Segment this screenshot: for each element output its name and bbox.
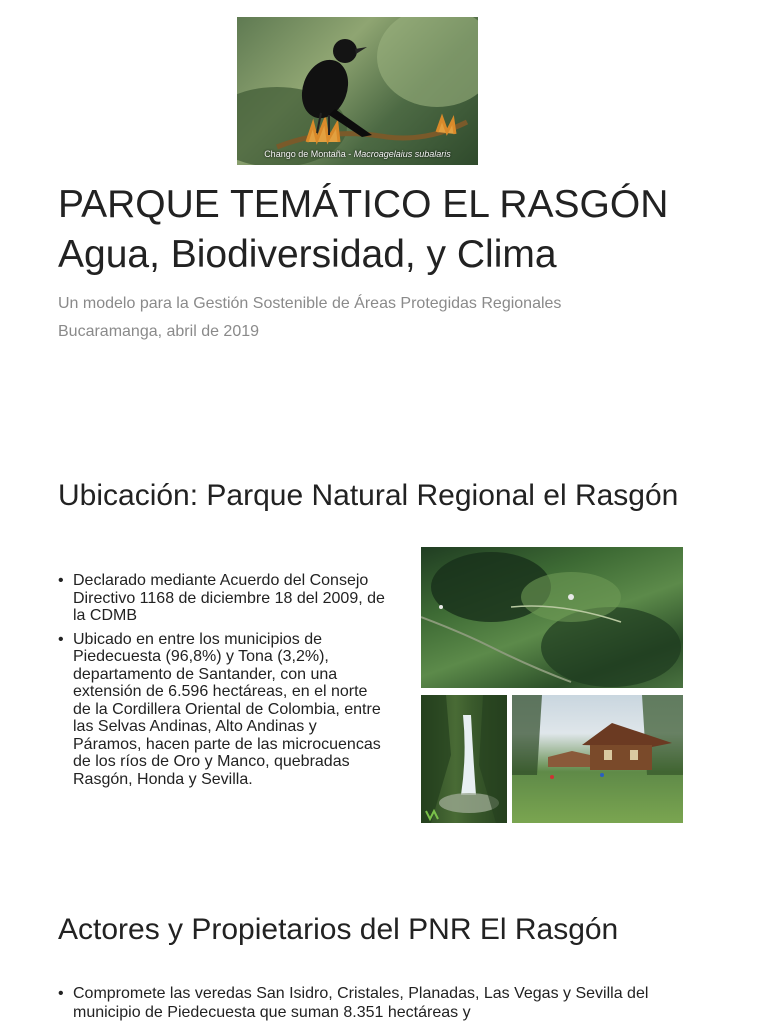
bullet-item: • Compromete las veredas San Isidro, Cristales, Planadas, Las Vegas y Sevilla del municipio de Piedecuesta que suman 8.351 hectáreas y bbox=[58, 984, 698, 1022]
aerial-map-photo bbox=[421, 547, 683, 688]
caption-scientific-name: Macroagelaius subalaris bbox=[353, 149, 451, 159]
caption-common-name: Chango de Montaña - bbox=[264, 149, 354, 159]
section-heading-actores: Actores y Propietarios del PNR El Rasgón bbox=[58, 913, 619, 946]
subtitle-line-1: Un modelo para la Gestión Sostenible de Áreas Protegidas Regionales bbox=[58, 295, 562, 312]
title-line-2: Agua, Biodiversidad, y Clima bbox=[58, 233, 557, 276]
section-heading-ubicacion: Ubicación: Parque Natural Regional el Rasgón bbox=[58, 479, 679, 512]
bullet-item: • Declarado mediante Acuerdo del Consejo Directivo 1168 de diciembre 18 del 2009, de la CDMB bbox=[58, 572, 388, 625]
photo-caption bbox=[237, 149, 478, 159]
slide-subtitle bbox=[58, 290, 748, 346]
bird-illustration bbox=[237, 17, 478, 165]
bird-photo bbox=[237, 17, 478, 165]
actores-bullet-list bbox=[58, 984, 698, 1028]
waterfall-photo bbox=[421, 695, 507, 823]
ubicacion-bullet-list bbox=[58, 572, 388, 794]
slide-title bbox=[58, 180, 748, 280]
subtitle-line-2: Bucaramanga, abril de 2019 bbox=[58, 323, 260, 340]
title-line-1: PARQUE TEMÁTICO EL RASGÓN bbox=[58, 183, 669, 226]
cabin-photo bbox=[512, 695, 683, 823]
bullet-item: • Ubicado en entre los municipios de Piedecuesta (96,8%) y Tona (3,2%), departamento de Santander, con una extensión de 6.596 hectáreas, en el norte de la Cordillera Oriental de Colombia, entre las Selvas Andinas, Alto Andinas y Páramos, hacen parte de las microcuencas de los ríos de Oro y Manco, quebradas Rasgón, Honda y Sevilla. bbox=[58, 631, 388, 789]
